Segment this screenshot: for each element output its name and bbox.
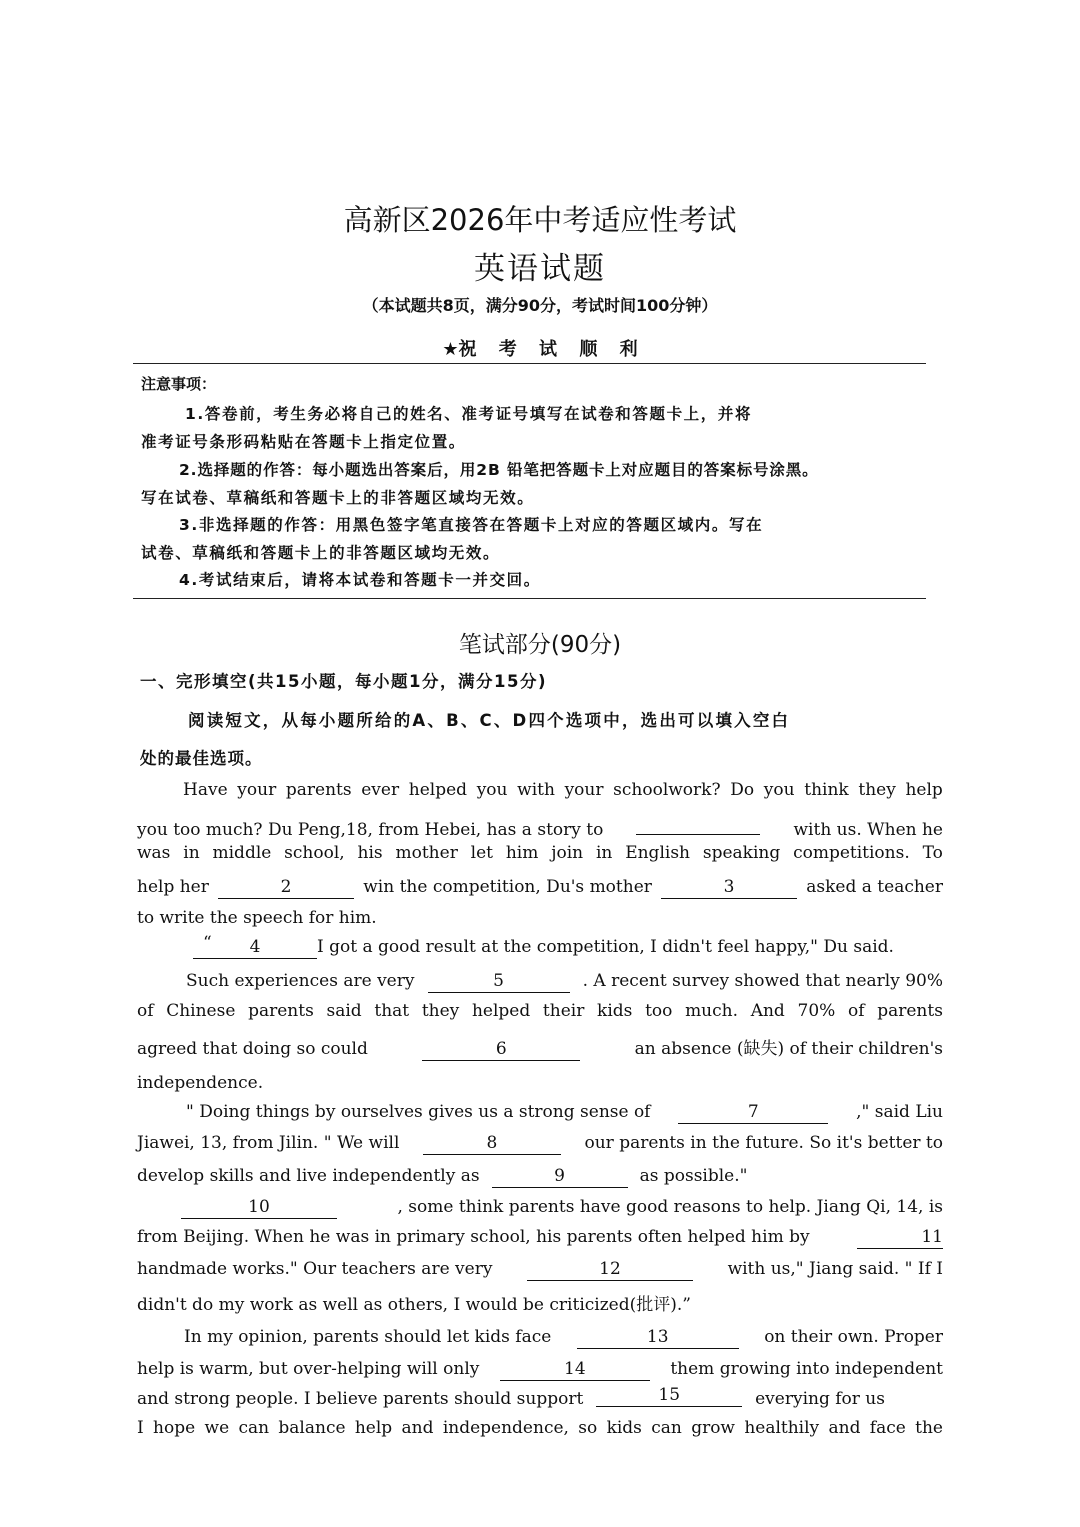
notice-line: 写在试卷、草稿纸和答题卡上的非答题区域均无效。 [141,489,535,507]
passage-word: let [470,843,494,863]
passage-word: you [763,780,795,800]
answer-blank-11[interactable]: 11 [857,1226,943,1249]
notice-line: 3.非选择题的作答：用黑色签字笔直接答在答题卡上对应的答题区域内。写在 [179,516,764,534]
passage-word: grow [691,1418,735,1438]
passage-word: said [326,1001,362,1021]
answer-blank-10[interactable]: 10 [181,1196,337,1219]
passage-word: can [238,1418,270,1438]
passage-word: and [828,1418,861,1438]
notice-line: 4.考试结束后，请将本试卷和答题卡一并交回。 [179,571,541,589]
passage-word: parents [248,1001,314,1021]
passage-word: English [625,843,690,863]
passage-line: “ 4 I got a good result at the competition, I didn't feel happy," Du said. [193,936,933,959]
part-heading: 一、完形填空(共15小题，每小题1分，满分15分) [140,672,547,691]
passage-word: And [750,1001,785,1021]
passage-word: ever [361,780,400,800]
passage-word: think [804,780,849,800]
passage-line: Jiawei, 13, from Jilin. " We will 8 our parents in the future. So it's better to [137,1133,943,1153]
passage-word: of [847,1001,865,1021]
notice-bottom-divider [133,598,926,599]
passage-word: you [476,780,508,800]
answer-blank-2[interactable]: 2 [218,876,354,899]
passage-line: In my opinion, parents should let kids face 13 on their own. Proper [184,1327,943,1347]
exam-subject: 英语试题 [474,251,606,287]
notice-line: 准考证号条形码粘贴在答题卡上指定位置。 [141,433,466,451]
answer-blank-1[interactable] [636,812,760,835]
passage-word: school, [284,843,345,863]
passage-word: To [922,843,943,863]
answer-blank-4[interactable]: “ 4 [193,936,317,959]
passage-line: you too much? Du Peng,18, from Hebei, has a story to with us. When he [137,812,943,840]
answer-blank-5[interactable]: 5 [428,970,570,993]
passage-word: much. [685,1001,739,1021]
passage-line: independence. [137,1073,264,1093]
answer-blank-14[interactable]: 14 [500,1358,650,1381]
passage-word: with [517,780,555,800]
good-luck-line: ★祝 考 试 顺 利 [442,339,638,360]
passage-word: in [595,843,613,863]
passage-word: 70% [797,1001,836,1021]
answer-blank-13[interactable]: 13 [577,1326,739,1349]
passage-word: they [858,780,896,800]
passage-word: join [551,843,584,863]
passage-line: " Doing things by ourselves gives us a strong sense of 7 ," said Liu [186,1102,943,1122]
passage-word: we [204,1418,230,1438]
answer-blank-15[interactable]: 15 [596,1384,742,1407]
passage-word: that [374,1001,410,1021]
passage-word: independence, [442,1418,569,1438]
passage-word: in [183,843,200,863]
passage-line: help is warm, but over-helping will only 14 them growing into independent [137,1359,943,1379]
passage-word: your [564,780,604,800]
passage-word: Have [183,780,228,800]
passage-line: agreed that doing so could 6 an absence (缺失) of their children's [137,1039,943,1059]
section-title: 笔试部分(90分) [458,632,622,658]
passage-word: Do [730,780,755,800]
passage-word: helped [408,780,468,800]
passage-word: was [137,843,171,863]
passage-word: help [905,780,943,800]
passage-word: kids [606,1418,642,1438]
notice-line: 试卷、草稿纸和答题卡上的非答题区域均无效。 [141,544,501,562]
passage-word: balance [278,1418,346,1438]
passage-word: parents [877,1001,943,1021]
passage-word: too [645,1001,673,1021]
answer-blank-3[interactable]: 3 [661,876,797,899]
notice-heading: 注意事项： [141,375,217,393]
passage-word: face [869,1418,906,1438]
exam-title: 高新区2026年中考适应性考试 [343,203,737,237]
passage-word: kids [597,1001,633,1021]
passage-line: from Beijing. When he was in primary school, his parents often helped him by 11 [137,1227,943,1247]
passage-word: so [578,1418,598,1438]
instruction-line: 处的最佳选项。 [140,749,263,768]
passage-line [137,1418,943,1438]
passage-word: your [237,780,277,800]
answer-blank-12[interactable]: 12 [527,1258,693,1281]
passage-word: I [137,1418,144,1438]
passage-word: his [357,843,383,863]
passage-line: develop skills and live independently as 9 as possible." [137,1166,748,1186]
passage-word: Chinese [166,1001,236,1021]
passage-word: help [354,1418,393,1438]
passage-line: Such experiences are very 5 . A recent survey showed that nearly 90% [186,971,943,991]
passage-line [183,780,943,800]
passage-word: and [401,1418,434,1438]
notice-top-divider [133,363,926,364]
passage-word: of [137,1001,154,1021]
passage-line: didn't do my work as well as others, I would be criticized(批评).” [137,1295,691,1315]
instruction-line: 阅读短文，从每小题所给的A、B、C、D四个选项中，选出可以填入空白 [188,711,791,730]
passage-word: parents [285,780,352,800]
passage-line [137,1001,943,1021]
passage-word: mother [395,843,458,863]
passage-word: can [651,1418,682,1438]
passage-line: to write the speech for him. [137,908,377,928]
passage-word: him [505,843,539,863]
passage-word: helped [471,1001,531,1021]
passage-word: their [542,1001,585,1021]
passage-word: the [915,1418,943,1438]
passage-line: help her 2 win the competition, Du's mother 3 asked a teacher [137,877,943,897]
passage-line [137,843,943,863]
notice-line: 2.选择题的作答：每小题选出答案后，用2B 铅笔把答题卡上对应题目的答案标号涂黑。 [179,461,819,479]
passage-line: 10 , some think parents have good reasons to help. Jiang Qi, 14, is [181,1196,943,1219]
passage-line: and strong people. I believe parents should support 15 everying for us [137,1385,885,1409]
passage-word: hope [153,1418,196,1438]
answer-blank-7[interactable]: 7 [678,1101,828,1124]
answer-blank-6[interactable]: 6 [422,1038,580,1061]
passage-word: they [421,1001,460,1021]
passage-word: competitions. [793,843,910,863]
passage-word: schoolwork? [613,780,721,800]
passage-word: healthily [744,1418,820,1438]
notice-line: 1.答卷前，考生务必将自己的姓名、准考证号填写在试卷和答题卡上，并将 [185,405,753,423]
passage-word: speaking [702,843,781,863]
answer-blank-9[interactable]: 9 [492,1165,628,1188]
exam-info: （本试题共8页，满分90分，考试时间100分钟） [362,296,718,315]
passage-word: middle [212,843,272,863]
answer-blank-8[interactable]: 8 [423,1132,561,1155]
passage-line: handmade works." Our teachers are very 12 with us," Jiang said. " If I [137,1259,943,1279]
open-quote-mark: “ [203,933,212,953]
